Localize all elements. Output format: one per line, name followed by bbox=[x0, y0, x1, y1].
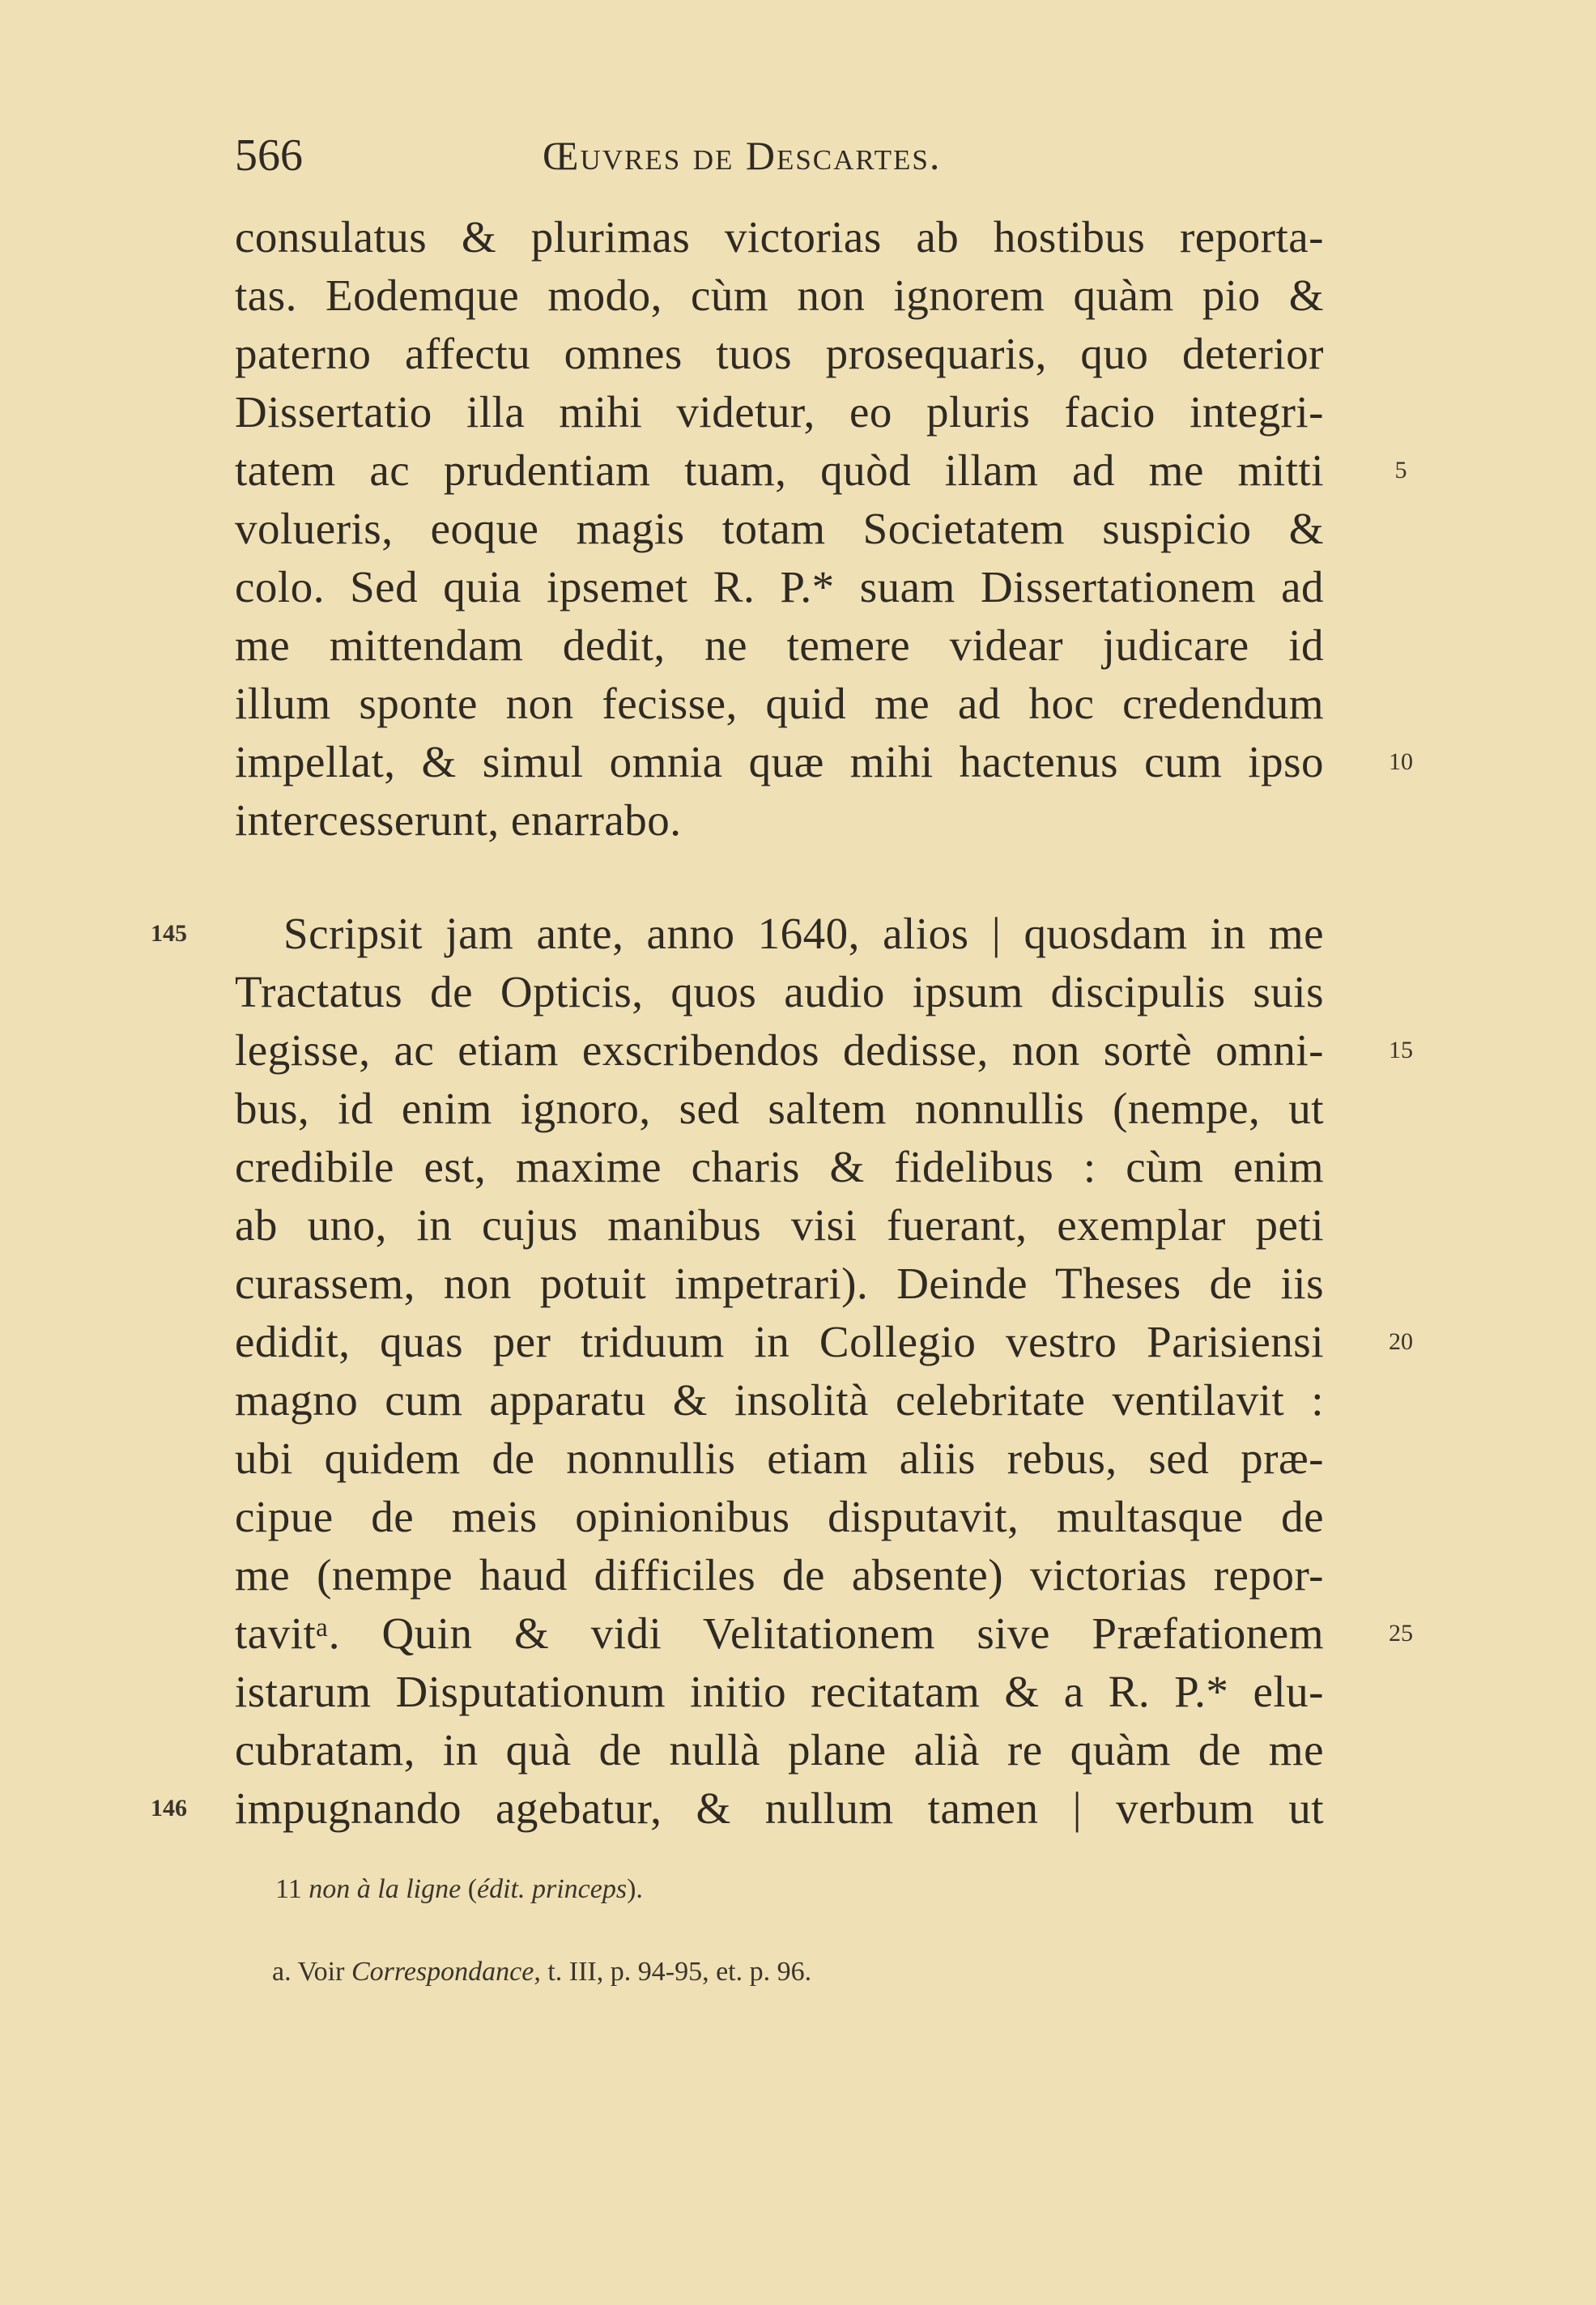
text-line: illum sponte non fecisse, quid me ad hoc credendum bbox=[235, 679, 1324, 728]
text-line: cubratam, in quà de nullà plane alià re quàm de me bbox=[235, 1725, 1324, 1775]
variant-source: édit. princeps bbox=[477, 1874, 628, 1904]
text-line: legisse, ac etiam exscribendos dedisse, non sortè omni- bbox=[235, 1025, 1324, 1075]
text-line: cipue de meis opinionibus disputavit, multasque de bbox=[235, 1492, 1324, 1541]
text-line: volueris, eoque magis totam Societatem suspicio & bbox=[235, 504, 1324, 553]
margin-page-ref: 145 bbox=[151, 920, 187, 947]
text-line: Dissertatio illa mihi videtur, eo pluris facio integri- bbox=[235, 387, 1324, 437]
variant-text: non à la ligne bbox=[309, 1874, 462, 1904]
text-line: intercesserunt, enarrabo. bbox=[235, 795, 682, 845]
text-line: ab uno, in cujus manibus visi fuerant, exemplar peti bbox=[235, 1200, 1324, 1250]
line-number: 5 bbox=[1394, 457, 1407, 484]
variant-line-number: 11 bbox=[275, 1874, 302, 1904]
text-line: impugnando agebatur, & nullum tamen | verbum ut bbox=[235, 1783, 1324, 1833]
margin-page-ref: 146 bbox=[151, 1795, 187, 1821]
page-header bbox=[235, 123, 1328, 188]
text-line: me (nempe haud difficiles de absente) victorias repor- bbox=[235, 1550, 1324, 1600]
variant-footnote: 11 non à la ligne (édit. princeps). bbox=[275, 1874, 643, 1904]
text-line: istarum Disputationum initio recitatam & a R. P.* elu- bbox=[235, 1667, 1324, 1716]
line-number: 20 bbox=[1389, 1328, 1413, 1355]
line-number: 25 bbox=[1389, 1620, 1413, 1647]
footnote-title: Correspondance, bbox=[351, 1957, 541, 1987]
line-number: 10 bbox=[1389, 748, 1413, 775]
text-line: colo. Sed quia ipsemet R. P.* suam Dissertationem ad bbox=[235, 562, 1324, 611]
text-line: Scripsit jam ante, anno 1640, alios | quosdam in me bbox=[283, 909, 1324, 958]
text-line: impellat, & simul omnia quæ mihi hactenus cum ipso bbox=[235, 737, 1324, 786]
text-line: magno cum apparatu & insolità celebritate ventilavit : bbox=[235, 1375, 1324, 1425]
text-line: edidit, quas per triduum in Collegio vestro Parisiensi bbox=[235, 1317, 1324, 1366]
text-line: me mittendam dedit, ne temere videar judicare id bbox=[235, 620, 1324, 670]
footnote-letter: a. bbox=[272, 1957, 292, 1987]
text-line: consulatus & plurimas victorias ab hostibus reporta- bbox=[235, 212, 1324, 262]
footnote-rest: t. III, p. 94-95, et. p. 96. bbox=[547, 1957, 812, 1987]
text-line: curassem, non potuit impetrari). Deinde Theses de iis bbox=[235, 1259, 1324, 1308]
reference-footnote bbox=[272, 1952, 811, 1992]
text-line: Tractatus de Opticis, quos audio ipsum discipulis suis bbox=[235, 967, 1324, 1016]
text-line: tas. Eodemque modo, cùm non ignorem quàm pio & bbox=[235, 271, 1324, 320]
running-title: Œuvres de Descartes. bbox=[543, 133, 942, 178]
text-line: bus, id enim ignoro, sed saltem nonnullis (nempe, ut bbox=[235, 1084, 1324, 1133]
text-line: tatem ac prudentiam tuam, quòd illam ad me mitti bbox=[235, 445, 1324, 495]
footnote-prefix: Voir bbox=[297, 1957, 345, 1987]
text-line: tavitᵃ. Quin & vidi Velitationem sive Præfationem bbox=[235, 1608, 1324, 1658]
text-line: paterno affectu omnes tuos prosequaris, quo deterior bbox=[235, 329, 1324, 378]
text-line: credibile est, maxime charis & fidelibus : cùm enim bbox=[235, 1142, 1324, 1191]
text-line: ubi quidem de nonnullis etiam aliis rebus, sed præ- bbox=[235, 1434, 1324, 1483]
page-number: 566 bbox=[235, 130, 303, 181]
line-number: 15 bbox=[1389, 1037, 1413, 1063]
